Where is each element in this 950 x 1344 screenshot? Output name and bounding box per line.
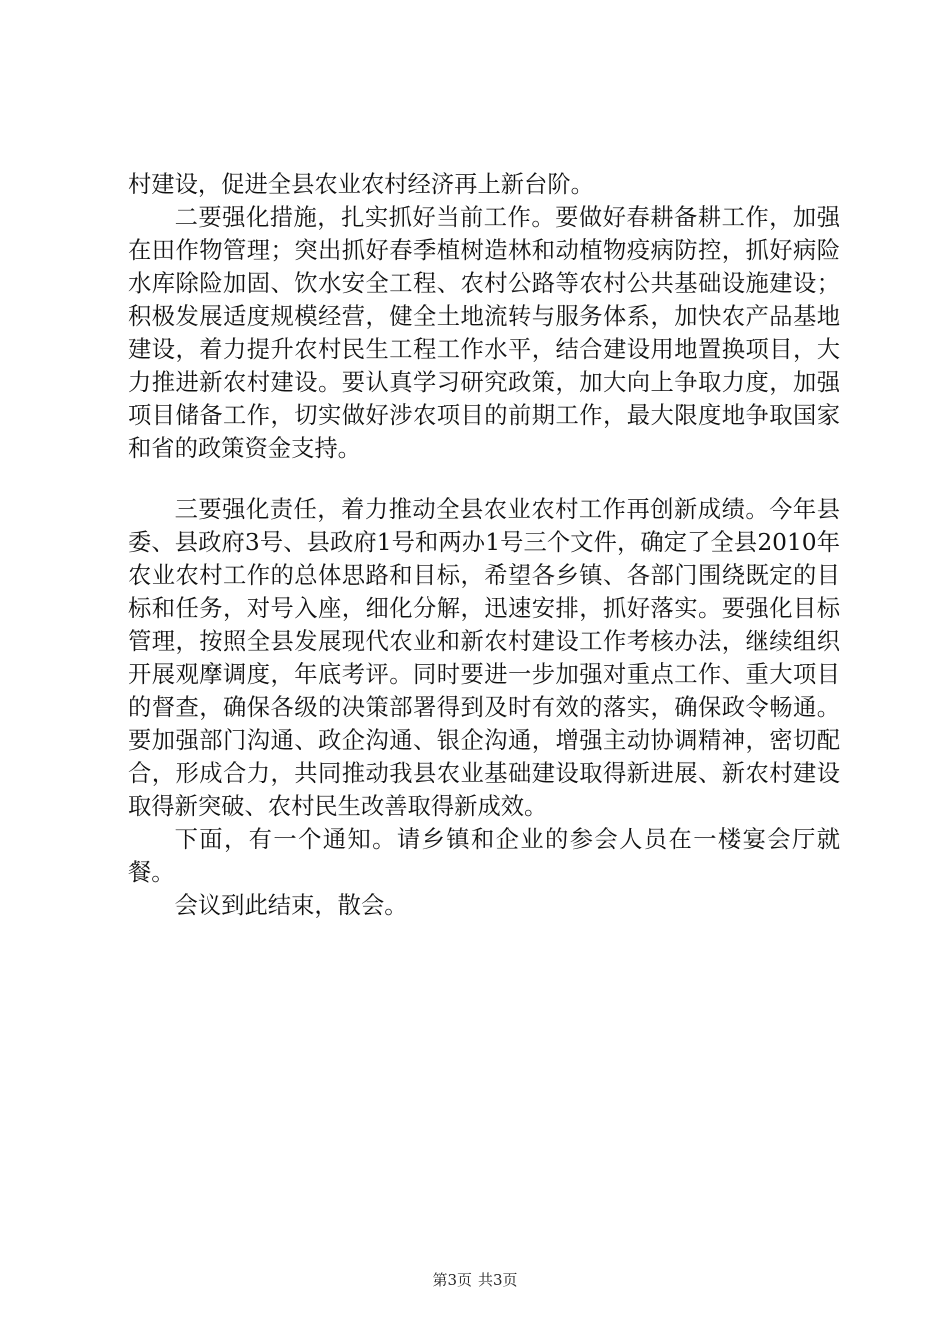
page-total: 共3页 [478,1271,518,1289]
paragraph-closing: 会议到此结束，散会。 [174,892,408,919]
paragraph-notice: 下面，有一个通知。请乡镇和企业的参会人员在一楼宴会厅就餐。 [128,826,840,886]
paragraph-gap [128,465,840,493]
page-number: 第3页 [432,1271,472,1289]
paragraph-measures: 二要强化措施，扎实抓好当前工作。要做好春耕备耕工作，加强在田作物管理；突出抓好春季植树造林和动植物疫病防控，抓好病险水库除险加固、饮水安全工程、农村公路等农村公共基础设施建设；积极发展适度规模经营，健全土地流转与服务体系，加快农产品基地建设，着力提升农村民生工程工作水平，结合建设用地置换项目，大力推进新农村建设。要认真学习研究政策，加大向上争取力度，加强项目储备工作，切实做好涉农项目的前期工作，最大限度地争取国家和省的政策资金支持。 [128,204,840,462]
page-footer [0,1270,950,1290]
paragraph-responsibility: 三要强化责任，着力推动全县农业农村工作再创新成绩。今年县委、县政府3号、县政府1号和两办1号三个文件，确定了全县2010年农业农村工作的总体思路和目标，希望各乡镇、各部门围绕既定的目标和任务，对号入座，细化分解，迅速安排，抓好落实。要强化目标管理，按照全县发展现代农业和新农村建设工作考核办法，继续组织开展观摩调度，年底考评。同时要进一步加强对重点工作、重大项目的督查，确保各级的决策部署得到及时有效的落实，确保政令畅通。要加强部门沟通、政企沟通、银企沟通，增强主动协调精神，密切配合，形成合力，共同推动我县农业基础建设取得新进展、新农村建设取得新突破、农村民生改善取得新成效。 [128,496,840,820]
paragraph-continuation: 村建设，促进全县农业农村经济再上新台阶。 [128,171,594,198]
document-body [128,168,840,922]
